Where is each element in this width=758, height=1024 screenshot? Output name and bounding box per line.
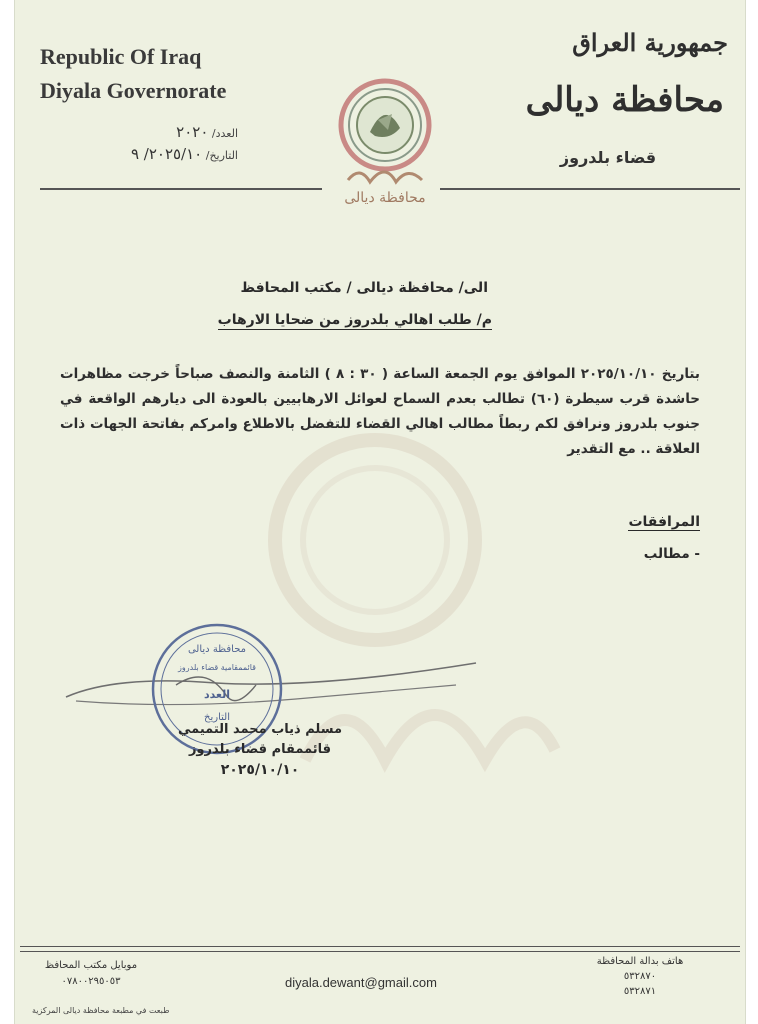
addressee: الى/ محافظة ديالى / مكتب المحافظ bbox=[240, 280, 488, 296]
footer-phone-value2: ٥٣٢٨٧١ bbox=[623, 986, 657, 997]
footer-phone-value1: ٥٣٢٨٧٠ bbox=[623, 971, 657, 982]
footer-phone bbox=[590, 954, 690, 999]
reference-block bbox=[88, 122, 238, 166]
stamp-line4: التاريخ bbox=[204, 712, 230, 723]
governorate-english: Diyala Governorate bbox=[40, 78, 227, 104]
governorate-emblem-icon bbox=[330, 70, 440, 220]
stamp-line2: قائممقامية قضاء بلدروز bbox=[178, 663, 256, 672]
footer-mobile-label: موبايل مكتب المحافظ bbox=[44, 960, 138, 971]
signer-block bbox=[150, 720, 370, 780]
governorate-arabic: محافظة ديالى bbox=[525, 80, 724, 120]
header-divider-left bbox=[40, 188, 322, 190]
stamp-line3: العدد bbox=[203, 688, 231, 701]
number-label: العدد/ bbox=[211, 127, 238, 140]
letter-body: بتاريخ ٢٠٢٥/١٠/١٠ الموافق يوم الجمعة الساعة ( ٣٠ : ٨ ) الثامنة والنصف صباحاً خرجت مظاهرات حاشدة قرب سيطرة (٦٠) تطالب بعدم السماح لعوائل الارهابيين بالعودة الى ديارهم الواقعة في جنوب بلدروز ونرافق لكم ربطاً مطالب اهالي القضاء للتفضل بالاطلاع وامركم بفاتحة الجهات ذات العلاقة .. مع التقدير bbox=[60, 366, 700, 457]
footer-phone-label: هاتف بدالة المحافظة bbox=[596, 956, 684, 967]
footer-divider-bottom bbox=[20, 951, 740, 952]
date-value: ٢٠٢٥/١٠/ ٩ bbox=[130, 144, 203, 163]
footer-print-note: طبعت في مطبعة محافظة ديالى المركزية bbox=[32, 1006, 170, 1015]
footer-divider-top bbox=[20, 946, 740, 947]
republic-english: Republic Of Iraq bbox=[40, 44, 202, 69]
signer-title: قائممقام قضاء بلدروز bbox=[188, 742, 332, 757]
emblem-caption: محافظة ديالى bbox=[344, 190, 426, 206]
header-divider-right bbox=[440, 188, 740, 190]
number-value: ٢٠٢٠ bbox=[176, 123, 209, 141]
footer-mobile bbox=[36, 958, 146, 990]
republic-arabic: جمهورية العراق bbox=[572, 28, 728, 57]
attachment-item: - مطالب bbox=[643, 546, 700, 562]
subject-line: م/ طلب اهالي بلدروز من ضحايا الارهاب bbox=[217, 312, 492, 328]
signer-name: مسلم ذياب محمد التميمي bbox=[177, 722, 343, 737]
stamp-line1: محافظة ديالى bbox=[187, 644, 247, 655]
attachments-title: المرافقات bbox=[628, 514, 700, 530]
district-arabic: قضاء بلدروز bbox=[559, 148, 657, 167]
footer-email: diyala.dewant@gmail.com bbox=[285, 975, 437, 990]
signature-date: ٢٠٢٥/١٠/١٠ bbox=[220, 762, 300, 778]
date-label: التاريخ/ bbox=[205, 148, 238, 162]
letterhead-english bbox=[40, 40, 226, 108]
footer-mobile-value: ٠٧٨٠٠٢٩٥٠٥٣ bbox=[61, 976, 121, 987]
